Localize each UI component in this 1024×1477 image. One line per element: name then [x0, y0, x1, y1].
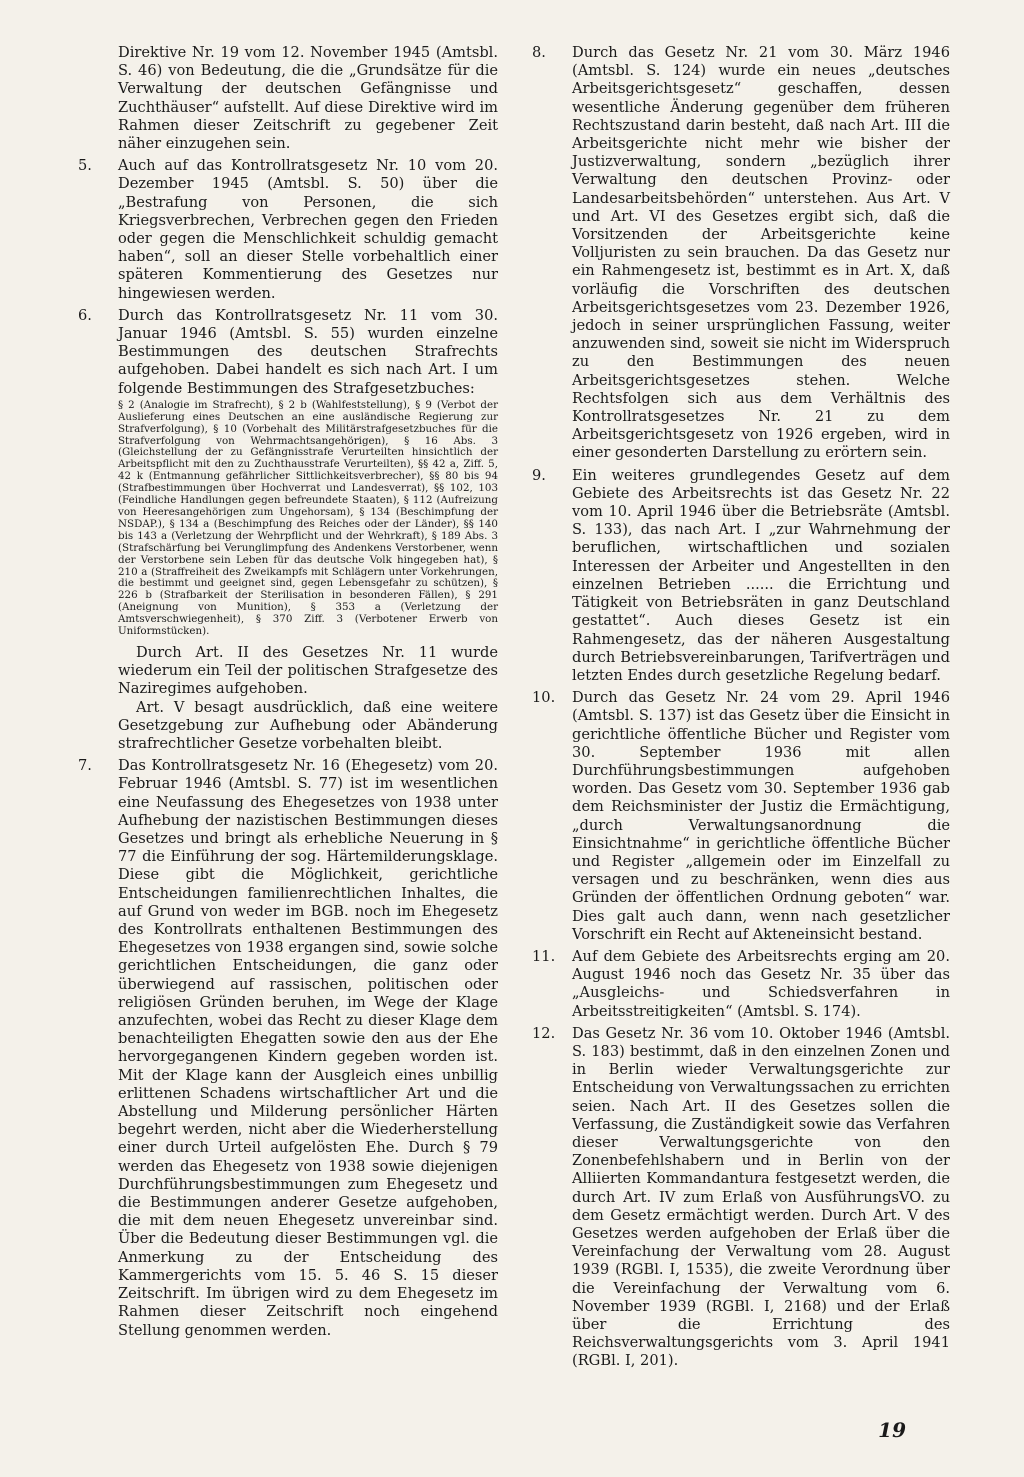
intro-paragraph: Direktive Nr. 19 vom 12. November 1945 (Amtsbl. S. 46) von Bedeutung, die die „Grundsätze für die Verwaltung der deutschen Gefängnisse und Zuchthäuser“ aufstellt. Auf diese Direktive wird im Rahmen dieser Zeitschrift zu gegebener Zeit näher einzugehen sein. [118, 44, 498, 153]
item6-paragraph-2: Durch Art. II des Gesetzes Nr. 11 wurde wiederum ein Teil der politischen Strafgesetze des Naziregimes aufgehoben. [118, 643, 498, 698]
list-item-5 [78, 157, 498, 303]
list-item-8 [532, 44, 950, 463]
page-number: 19 [878, 1418, 906, 1442]
left-column [78, 44, 498, 1340]
list-item-12 [532, 1025, 950, 1371]
item-number: 12. [532, 1024, 556, 1042]
item-number: 7. [78, 757, 92, 775]
item6-paragraph-3: Art. V besagt ausdrücklich, daß eine weitere Gesetzgebung zur Aufhebung oder Abänderung strafrechtlicher Gesetze vorbehalten bleibt. [118, 698, 498, 752]
list-item-7 [78, 757, 498, 1340]
list-item-10 [532, 689, 950, 944]
item-text: Das Kontrollratsgesetz Nr. 16 (Ehegesetz) vom 20. Februar 1946 (Amtsbl. S. 77) ist im wesentlichen eine Neufassung des Ehegesetzes von 1938 unter Aufhebung der nazistischen Bestimmungen dieses Gesetzes und bringt als erhebliche Neuerung in § 77 die Einführung der sog. Härtemilderungsklage. Diese gibt die Möglichkeit, gerichtliche Entscheidungen familienrechtlichen Inhaltes, die auf Grund von weder im BGB. noch im Ehegesetz des Kontrollrats enthaltenen Bestimmungen des Ehegesetzes von 1938 ergangen sind, sowie solche gerichtlichen Entscheidungen, die ganz oder überwiegend auf rassischen, politischen oder religiösen Gründen beruhen, im Wege der Klage anzufechten, wobei das Recht zu dieser Klage dem benachteiligten Ehegatten sowie den aus der Ehe hervorgegangenen Kindern gegeben worden ist. Mit der Klage kann der Ausgleich eines unbillig erlittenen Schadens wirtschaftlicher Art und die Abstellung und Milderung persönlicher Härten begehrt werden, nicht aber die Wiederherstellung einer durch Urteil aufgelösten Ehe. Durch § 79 werden das Ehegesetz von 1938 sowie diejenigen Durchführungsbestimmungen zum Ehegesetz und die Bestimmungen anderer Gesetze aufgehoben, die mit dem neuen Ehegesetz unvereinbar sind. Über die Bedeutung dieser Bestimmungen vgl. die Anmerkung zu der Entscheidung des Kammergerichts vom 15. 5. 46 S. 15 dieser Zeitschrift. Im übrigen wird zu dem Ehegesetz im Rahmen dieser Zeitschrift noch eingehend Stellung genommen werden. [118, 757, 498, 1339]
item-text: Das Gesetz Nr. 36 vom 10. Oktober 1946 (Amtsbl. S. 183) bestimmt, daß in den einzelnen Zonen und in Berlin wieder Verwaltungsgerichte zur Entscheidung von Verwaltungssachen zu errichten seien. Nach Art. II des Gesetzes sollen die Verfassung, die Zuständigkeit sowie das Verfahren dieser Verwaltungsgerichte von den Zonenbefehlshabern und in Berlin von der Alliierten Kommandantura festgesetzt werden, die durch Art. IV zum Erlaß von AusführungsVO. zu dem Gesetz ermächtigt werden. Durch Art. V des Gesetzes werden aufgehoben der Erlaß über die Vereinfachung der Verwaltung vom 28. August 1939 (RGBl. I, 1535), die zweite Verordnung über die Vereinfachung der Verwaltung vom 6. November 1939 (RGBl. I, 2168) und der Erlaß über die Errichtung des Reichsverwaltungsgerichts vom 3. April 1941 (RGBl. I, 201). [572, 1024, 950, 1370]
item-number: 9. [532, 466, 546, 484]
item-number: 5. [78, 157, 92, 175]
item-text: Durch das Gesetz Nr. 24 vom 29. April 1946 (Amtsbl. S. 137) ist das Gesetz über die Einsicht in gerichtliche öffentliche Bücher und Register vom 30. September 1936 mit allen Durchführungsbestimmungen aufgehoben worden. Das Gesetz vom 30. September 1936 gab dem Reichsminister der Justiz die Ermächtigung, „durch Verwaltungsanordnung die Einsichtnahme“ in gerichtliche öffentliche Bücher und Register „allgemein oder im Einzelfall zu versagen und zu beschränken, wenn dies aus Gründen der öffentlichen Ordnung geboten“ war. Dies galt auch dann, wenn nach gesetzlicher Vorschrift ein Recht auf Akteneinsicht bestand. [572, 689, 950, 943]
item-text: Durch das Gesetz Nr. 21 vom 30. März 1946 (Amtsbl. S. 124) wurde ein neues „deutsches Arbeitsgerichtsgesetz“ geschaffen, dessen wesentliche Änderung gegenüber dem früheren Rechtszustand darin besteht, daß nach Art. III die Arbeitsgerichte nicht mehr wie bisher der Justizverwaltung, sondern „bezüglich ihrer Verwaltung den deutschen Provinz- oder Landesarbeitsbehörden“ unterstehen. Aus Art. V und Art. VI des Gesetzes ergibt sich, daß die Vorsitzenden der Arbeitsgerichte keine Volljuristen zu sein brauchen. Da das Gesetz nur ein Rahmengesetz ist, bestimmt es in Art. X, daß vorläufig die Vorschriften des deutschen Arbeitsgerichtsgesetzes vom 23. Dezember 1926, jedoch in seiner ursprünglichen Fassung, weiter anzuwenden sind, soweit sie nicht im Widerspruch zu den Bestimmungen des neuen Arbeitsgerichtsgesetzes stehen. Welche Rechtsfolgen sich aus dem Verhältnis des Kontrollratsgesetzes Nr. 21 zu dem Arbeitsgerichtsgesetz von 1926 ergeben, wird in einer gesonderten Darstellung zu erörtern sein. [572, 44, 950, 462]
item-text: Auch auf das Kontrollratsgesetz Nr. 10 vom 20. Dezember 1945 (Amtsbl. S. 50) über die „Bestrafung von Personen, die sich Kriegsverbrechen, Verbrechen gegen den Frieden oder gegen die Menschlichkeit schuldig gemacht haben“, soll an dieser Stelle vorbehaltlich einer späteren Kommentierung des Gesetzes nur hingewiesen werden. [118, 157, 498, 302]
list-item-6 [78, 307, 498, 398]
right-column [532, 44, 950, 1371]
list-item-11 [532, 948, 950, 1021]
item-text: Auf dem Gebiete des Arbeitsrechts erging am 20. August 1946 noch das Gesetz Nr. 35 über das „Ausgleichs- und Schiedsverfahren in Arbeitsstreitigkeiten“ (Amtsbl. S. 174). [572, 947, 950, 1020]
item-number: 6. [78, 306, 92, 324]
statute-list-smallprint: § 2 (Analogie im Strafrecht), § 2 b (Wahlfeststellung), § 9 (Verbot der Auslieferung eines Deutschen an eine ausländische Regierung zur Strafverfolgung), § 10 (Vorbehalt des Militärstrafgesetzbuches für die Strafverfolgung von Wehrmachtsangehörigen), § 16 Abs. 3 (Gleichstellung der zu Gefängnisstrafe Verurteilten hinsichtlich der Arbeitspflicht mit den zu Zuchthausstrafe Verurteilten), §§ 42 a, Ziff. 5, 42 k (Entmannung gefährlicher Sittlichkeitsverbrecher), §§ 80 bis 94 (Strafbestimmungen über Hochverrat und Landesverrat), §§ 102, 103 (Feindliche Handlungen gegen befreundete Staaten), § 112 (Aufreizung von Heeresangehörigen zum Ungehorsam), § 134 (Beschimpfung der NSDAP.), § 134 a (Beschimpfung des Reiches oder der Länder), §§ 140 bis 143 a (Verletzung der Wehrpflicht und der Wehrkraft), § 189 Abs. 3 (Strafschärfung bei Verunglimpfung des Andenkens Verstorbener, wenn der Verstorbene sein Leben für das deutsche Volk hingegeben hat), § 210 a (Straffreiheit des Zweikampfs mit Schlägern unter Vorkehrungen, die bestimmt und geeignet sind, gegen Lebensgefahr zu schützen), § 226 b (Strafbarkeit der Sterilisation in besonderen Fällen), § 291 (Aneignung von Munition), § 353 a (Verletzung der Amtsverschwiegenheit), § 370 Ziff. 3 (Verbotener Erwerb von Uniformstücken). [118, 398, 498, 638]
item-text: Ein weiteres grundlegendes Gesetz auf dem Gebiete des Arbeitsrechts ist das Gesetz Nr. 22 vom 10. April 1946 über die Betriebsräte (Amtsbl. S. 133), das nach Art. I „zur Wahrnehmung der beruflichen, wirtschaftlichen und sozialen Interessen der Arbeiter und Angestellten in den einzelnen Betrieben ...... die Errichtung und Tätigkeit von Betriebsräten in ganz Deutschland gestattet“. Auch dieses Gesetz ist ein Rahmengesetz, das der näheren Ausgestaltung durch Betriebsvereinbarungen, Tarifverträgen und letzten Endes durch gesetzliche Regelung bedarf. [572, 466, 950, 684]
item-number: 10. [532, 689, 556, 707]
list-item-9 [532, 467, 950, 685]
item-text: Durch das Kontrollratsgesetz Nr. 11 vom 30. Januar 1946 (Amtsbl. S. 55) wurden einzelne Bestimmungen des deutschen Strafrechts aufgehoben. Dabei handelt es sich nach Art. I um folgende Bestimmungen des Strafgesetzbuches: [118, 306, 498, 397]
item-number: 8. [532, 44, 546, 61]
item-number: 11. [532, 947, 556, 965]
